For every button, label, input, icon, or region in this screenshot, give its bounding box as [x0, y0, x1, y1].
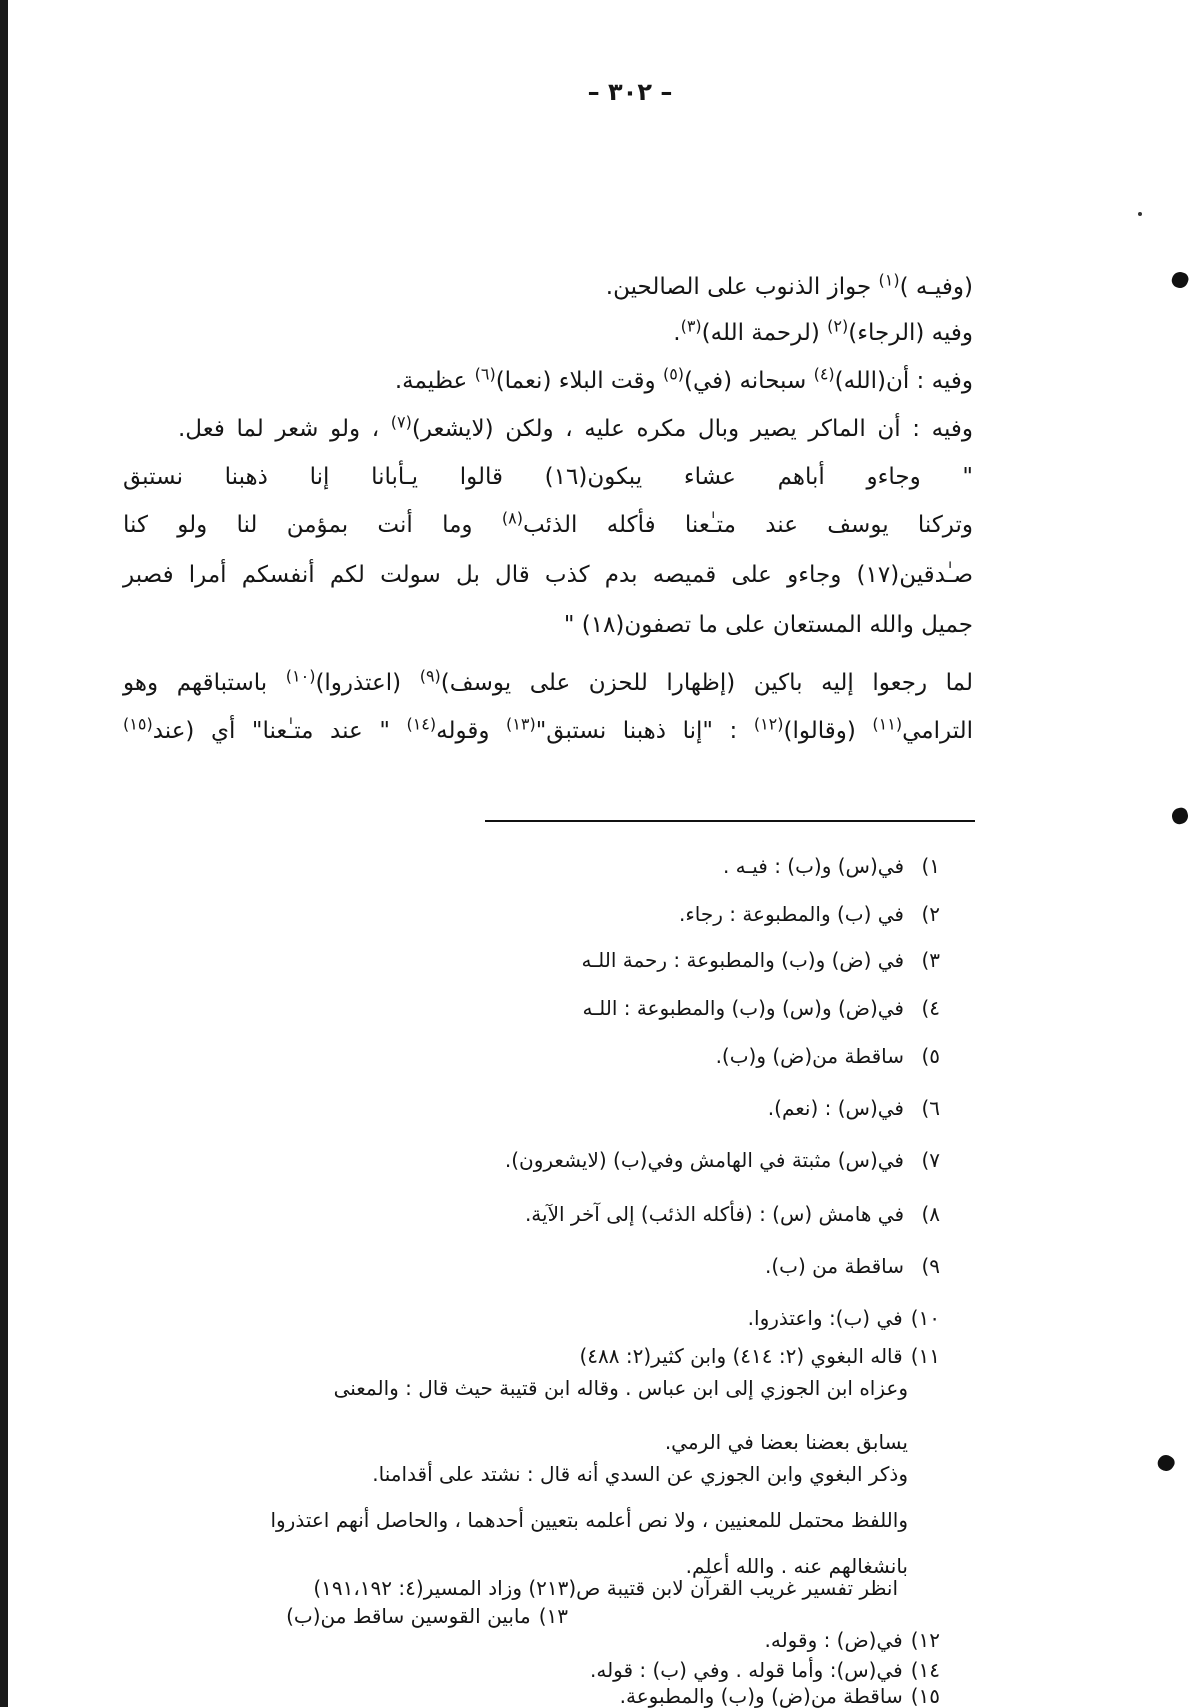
body-line-10: الترامي$^{(١١)}$ (وقالوا)$^{(١٢)}$ : "إنا ذهبنا نستبق"$^{(١٣)}$ وقوله$^{(١٤)}$ " عند متـٰعنا" أي (عند$^{(١٥)}$ [123, 714, 973, 744]
footnote-text: قاله البغوي (٢: ٤١٤) وابن كثير(٢: ٤٨٨) [579, 1344, 903, 1368]
footnote-11-continuation: انظر تفسير غريب القرآن لابن قتيبة ص(٢١٣) وزاد المسير(٤: ١٩١،١٩٢) [313, 1576, 898, 1600]
binding-hole-mark [1170, 806, 1190, 826]
body-line-1: (وفيـه )$^{(١)}$ جواز الذنوب على الصالحين. [605, 270, 973, 300]
footnote-15 [620, 1686, 940, 1706]
scan-page-edge [0, 0, 8, 1707]
body-line-3: وفيه : أن(الله)$^{(٤)}$ سبحانه (في)$^{(٥)}$ وقت البلاء (نعما)$^{(٦)}$ عظيمة. [394, 364, 973, 394]
footnote-number: ٨) [921, 1202, 940, 1226]
footnote-7 [505, 1150, 940, 1170]
body-line-8: جميل والله المستعان على ما تصفون(١٨) " [563, 612, 973, 638]
footnote-number: ٢) [921, 902, 940, 926]
footnote-11 [579, 1346, 940, 1366]
footnote-number: ١٠) [910, 1306, 940, 1330]
footnote-5 [716, 1046, 940, 1066]
footnote-text: في (ب) والمطبوعة : رجاء. [678, 902, 904, 926]
footnote-text: ساقطة من(ض) و(ب) والمطبوعة. [619, 1684, 903, 1708]
body-line-5: " وجاءو أباهم عشاء يبكون(١٦) قالوا يـأبانا إنا ذهبنا نستبق [123, 464, 973, 490]
scan-speck [1138, 212, 1142, 216]
footnote-number: ١٥) [910, 1684, 940, 1708]
footnote-text: في(س) و(ب) : فيـه . [722, 854, 904, 878]
footnote-number: ٦) [921, 1096, 940, 1120]
footnote-number: ٣) [921, 948, 940, 972]
footnote-14 [590, 1660, 940, 1680]
footnote-11-continuation: واللفظ محتمل للمعنيين ، ولا نص أعلمه بتعيين أحدهما ، والحاصل أنهم اعتذروا [270, 1508, 908, 1532]
footnote-number: ١٣) [538, 1604, 568, 1628]
footnote-number: ٧) [921, 1148, 940, 1172]
footnote-text: في (ض) و(ب) والمطبوعة : رحمة اللـه [581, 948, 904, 972]
footnote-text: مابين القوسين ساقط من(ب) [286, 1604, 531, 1628]
footnote-text: في(ض) و(س) و(ب) والمطبوعة : اللـه [582, 996, 904, 1020]
footnote-text: في هامش (س) : (فأكله الذئب) إلى آخر الآية. [524, 1202, 904, 1226]
footnote-text: في(س): وأما قوله . وفي (ب) : قوله. [589, 1658, 903, 1682]
binding-hole-mark [1170, 270, 1191, 291]
footnote-number: ٤) [921, 996, 940, 1020]
footnote-number: ٩) [921, 1254, 940, 1278]
body-line-6: وتركنا يوسف عند متـٰعنا فأكله الذئب$^{(٨)}$ وما أنت بمؤمن لنا ولو كنا [123, 508, 974, 538]
body-line-2: وفيه (الرجاء)$^{(٢)}$ (لرحمة الله)$^{(٣)}$. [673, 316, 973, 346]
footnote-text: في (ب): واعتذروا. [747, 1306, 903, 1330]
footnote-11-continuation: وعزاه ابن الجوزي إلى ابن عباس . وقاله ابن قتيبة حيث قال : والمعنى [333, 1376, 908, 1400]
footnote-6 [768, 1098, 940, 1118]
footnote-8 [525, 1204, 940, 1224]
body-line-7: صـٰدقين(١٧) وجاءو على قميصه بدم كذب قال بل سولت لكم أنفسكم أمرا فصبر [123, 562, 973, 588]
footnote-11-continuation: وذكر البغوي وابن الجوزي عن السدي أنه قال : نشتد على أقدامنا. [372, 1462, 908, 1486]
footnote-12 [765, 1630, 941, 1650]
footnote-9 [765, 1256, 940, 1276]
binding-hole-mark [1155, 1452, 1177, 1474]
footnote-number: ١١) [910, 1344, 940, 1368]
footnote-11-continuation: يسابق بعضنا بعضا في الرمي. [664, 1430, 908, 1454]
footnote-3 [582, 950, 940, 970]
footnote-2 [679, 904, 940, 924]
page-number: – ٣٠٢ – [587, 78, 673, 106]
body-line-9: لما رجعوا إليه باكين (إظهارا للحزن على يوسف)$^{(٩)}$ (اعتذروا)$^{(١٠)}$ باستباقهم وهو [123, 666, 973, 696]
footnote-number: ١٤) [910, 1658, 940, 1682]
footnote-13 [286, 1606, 568, 1626]
footnote-text: في(س) مثبتة في الهامش وفي(ب) (لايشعرون). [504, 1148, 904, 1172]
body-line-4: وفيه : أن الماكر يصير وبال مكره عليه ، ولكن (لايشعر)$^{(٧)}$ ، ولو شعر لما فعل. [178, 412, 973, 442]
footnote-10 [748, 1308, 940, 1328]
footnote-number: ١٢) [910, 1628, 940, 1652]
footnote-text: في(ض) : وقوله. [764, 1628, 903, 1652]
footnote-4 [583, 998, 940, 1018]
footnote-11-continuation: بانشغالهم عنه . والله أعلم. [685, 1554, 908, 1578]
footnote-text: في(س) : (نعم). [767, 1096, 904, 1120]
footnote-text: ساقطة من(ض) و(ب). [715, 1044, 904, 1068]
footnote-number: ١) [921, 854, 940, 878]
footnote-separator [485, 820, 975, 822]
footnote-1 [723, 856, 940, 876]
footnote-text: ساقطة من (ب). [765, 1254, 904, 1278]
footnote-number: ٥) [921, 1044, 940, 1068]
